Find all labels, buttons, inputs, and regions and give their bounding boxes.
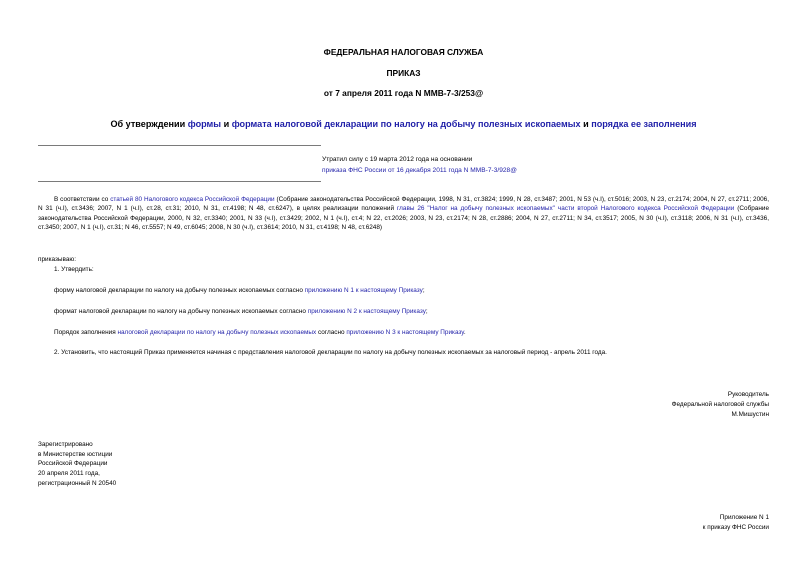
registration-line: Российской Федерации xyxy=(38,460,108,468)
order-format-text: формат налоговой декларации по налогу на добычу полезных ископаемых согласно xyxy=(54,308,308,315)
title-link-procedure[interactable]: порядка ее заполнения xyxy=(591,119,697,129)
annex-heading xyxy=(703,513,769,534)
order-item-2: 2. Установить, что настоящий Приказ применяется начиная с представления налоговой декларации по налогу на добычу полезных ископаемых за налоговый период - апрель 2011 года. xyxy=(54,349,607,356)
annex-1-link[interactable]: приложению N 1 к настоящему Приказу xyxy=(304,287,423,294)
registration-number: регистрационный N 20540 xyxy=(38,479,117,487)
preamble-link-article-80[interactable]: статьей 80 Налогового кодекса Российской Федерации xyxy=(110,196,275,203)
order-procedure-text: согласно xyxy=(316,329,347,336)
signature-block xyxy=(672,390,769,420)
annex-2-link[interactable]: приложению N 2 к настоящему Приказу xyxy=(307,308,426,315)
validity-note-text: Утратил силу с 19 марта 2012 года на основании xyxy=(322,156,473,163)
order-procedure-text: Порядок заполнения xyxy=(54,329,118,336)
document-title xyxy=(0,119,807,129)
preamble-text: (Собрание законодательства Российской Федерации, 1998, N 31, ст.3824; 1999, N 28, ст.3487; 2001, N 53 (ч.I), ст.5016; 2003, N 23, ст.2174; 2004, N 27, ст.2711; 2006, N 31 (ч.I), ст.3436; 2007, N 1 (ч.I), ст.28, ст.31; 2010, N 31, ст.4198; N 48, ст.6247), в целях реализации положений xyxy=(38,196,770,213)
orders-word: приказываю: xyxy=(38,256,76,263)
divider-bottom xyxy=(38,181,321,182)
registration-line: 20 апреля 2011 года, xyxy=(38,470,100,478)
title-link-form[interactable]: формы xyxy=(187,119,222,129)
title-link-format[interactable]: формата налоговой декларации по налогу на добычу полезных ископаемых xyxy=(231,119,581,129)
order-form-text: форму налоговой декларации по налогу на добычу полезных ископаемых согласно xyxy=(54,287,305,294)
preamble-text: (Собрание законодательства Российской Федерации, 2000, N 32, ст.3340; 2001, N 33 (ч.I), ст.3429; 2002, N 1 (ч.I), ст.4; N 22, ст.2026; 2003, N 23, ст.2174; N 28, ст.2886; 2004, N 27, ст.2711; N 34, ст.3517; 2005, N 30 (ч.I), ст.3118; 2006, N 31 (ч.I), ст.3436, ст.3450; 2007, N 1 (ч.I), ст.31; N 46, ст.5557; N 49, ст.6045; 2008, N 30 (ч.I), ст.3614; 2010, N 31, ст.4198; N 48, ст.6248) xyxy=(38,205,769,231)
order-item-1: 1. Утвердить: xyxy=(54,266,94,273)
order-procedure-line: Порядок заполнения налоговой декларации по налогу на добычу полезных ископаемых согласно приложению N 3 к настоящему Приказу. xyxy=(54,329,466,336)
preamble-paragraph xyxy=(38,195,769,232)
title-text: и xyxy=(221,119,232,129)
declaration-link[interactable]: налоговой декларации по налогу на добычу полезных ископаемых xyxy=(117,329,317,336)
document-date-number: от 7 апреля 2011 года N ММВ-7-3/253@ xyxy=(323,88,484,98)
annex-reference: к приказу ФНС России xyxy=(702,524,769,532)
registration-block xyxy=(38,440,116,489)
registration-line: в Министерстве юстиции xyxy=(38,450,113,458)
annex-3-link[interactable]: приложению N 3 к настоящему Приказу xyxy=(346,329,464,336)
title-text: Об утверждении xyxy=(110,119,188,129)
registration-line: Зарегистрировано xyxy=(38,441,93,448)
signature-position: Руководитель xyxy=(727,391,769,398)
order-form-line: форму налоговой декларации по налогу на добычу полезных ископаемых согласно приложению N 1 к настоящему Приказу; xyxy=(54,287,425,294)
validity-note-link[interactable]: приказа ФНС России от 16 декабря 2011 года N ММВ-7-3/928@ xyxy=(322,167,517,174)
preamble-link-chapter-26[interactable]: главы 26 "Налог на добычу полезных ископаемых" части второй Налогового кодекса Российской Федерации xyxy=(396,205,735,213)
document-type: ПРИКАЗ xyxy=(386,68,421,78)
agency-name: ФЕДЕРАЛЬНАЯ НАЛОГОВАЯ СЛУЖБА xyxy=(323,47,484,57)
signature-name: М.Мишустин xyxy=(731,411,769,418)
title-text: и xyxy=(580,119,592,129)
annex-number: Приложение N 1 xyxy=(719,514,769,521)
order-format-line: формат налоговой декларации по налогу на добычу полезных ископаемых согласно приложению N 2 к настоящему Приказу; xyxy=(54,308,428,315)
divider-top xyxy=(38,145,321,146)
preamble-text: В соответствии со xyxy=(54,196,111,203)
signature-agency: Федеральной налоговой службы xyxy=(671,401,769,408)
